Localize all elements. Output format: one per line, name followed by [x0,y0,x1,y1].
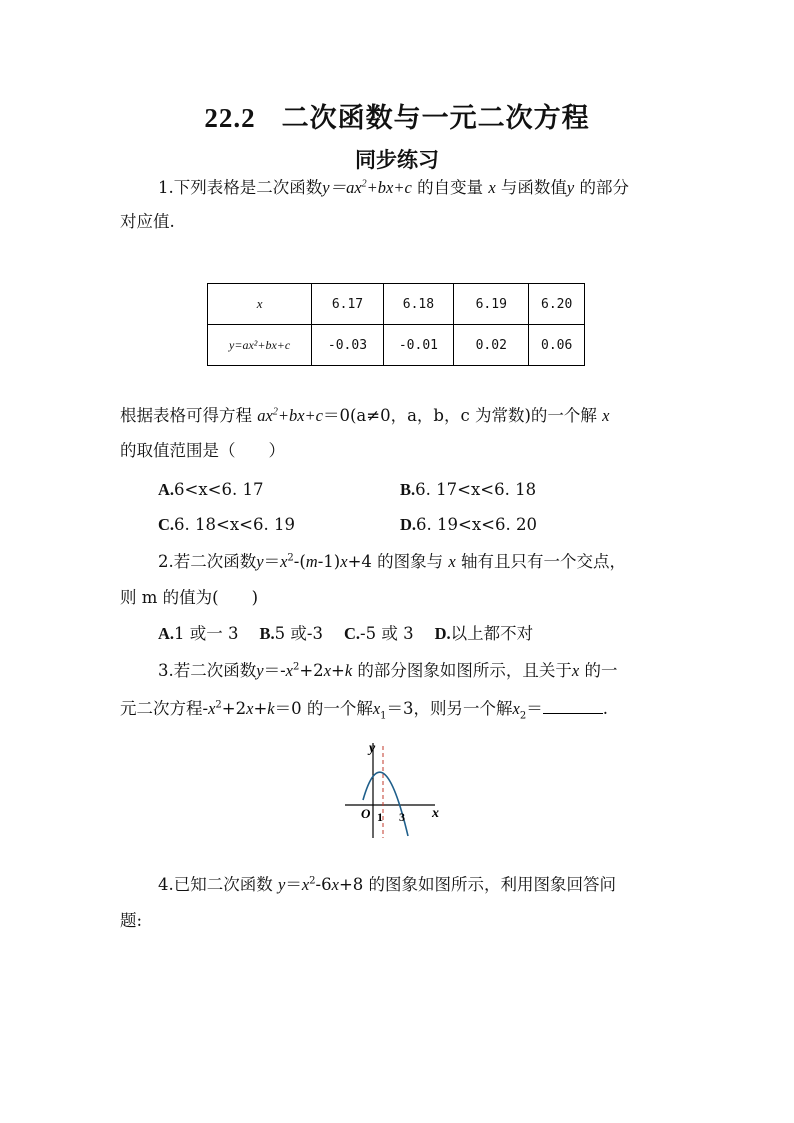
table-header-x: x [208,284,312,325]
q2-option-c[interactable]: C.-5 或 3 [343,624,414,643]
values-table [207,283,585,366]
q2-options [158,622,533,646]
table-cell: 6.17 [312,284,383,325]
q1-option-a[interactable]: A.6<x<6. 17 [158,480,264,499]
q1-option-b[interactable]: B.6. 17<x<6. 18 [400,480,537,499]
q1-line2: 对应值. [120,212,175,231]
q4-line1: 4.已知二次函数 $y=x^2-6x+8$ 的图象如图所示，利用图象回答问 [158,875,617,894]
table-cell: 0.02 [454,325,529,366]
q1-option-c[interactable]: C.6. 18<x<6. 19 [158,515,295,534]
q1-option-d[interactable]: D.6. 19<x<6. 20 [400,515,537,534]
q2-line1: 2.若二次函数$y=x^2-(m-1)x+4$ 的图象与 x 轴有且只有一个交点， [158,552,626,571]
parabola-graph [335,738,450,838]
page-title [0,96,794,135]
table-cell: -0.03 [312,325,383,366]
page-subtitle: 同步练习 [355,147,439,172]
tick-3-label: 3 [399,810,405,824]
table-row [208,325,585,366]
table-header-y: y=ax²+bx+c [208,325,312,366]
x-axis-label: x [432,806,439,821]
q2-option-a[interactable]: A.1 或一 3 [158,624,239,643]
answer-blank[interactable] [543,695,603,714]
table-cell: 6.19 [454,284,529,325]
parabola-curve [363,772,408,836]
q1-line4: 的取值范围是（ ） [120,441,285,460]
q2-option-d[interactable]: D.以上都不对 [434,624,534,643]
q2-option-b[interactable]: B.5 或-3 [259,624,323,643]
origin-label: O [361,806,371,821]
q2-line2: 则 m 的值为( ) [120,588,259,607]
table-cell: -0.01 [383,325,453,366]
section-number: 22.2 [204,103,256,133]
q1-line3: 根据表格可得方程 $ax^2+bx+c=0(a\ne 0$，a，b，c 为常数)的一个解 x [120,406,610,425]
table-row [208,284,585,325]
q4-line2: 题: [120,911,143,930]
y-axis-label: y [369,741,376,756]
table-cell: 0.06 [529,325,585,366]
q3-line1: 3.若二次函数$y=-x^2+2x+k$ 的部分图象如图所示，且关于x 的一 [158,661,618,680]
q3-line2: 元二次方程$-x^2+2x+k=0$ 的一个解$x_1=3$，则另一个解$x_2=$ . [120,695,608,721]
section-title: 二次函数与一元二次方程 [281,103,590,134]
table-cell: 6.20 [529,284,585,325]
q1-line1: 1.下列表格是二次函数$y=ax^2+bx+c$ 的自变量 x 与函数值y 的部分 [158,178,629,197]
table-cell: 6.18 [383,284,453,325]
tick-1-label: 1 [377,810,383,824]
